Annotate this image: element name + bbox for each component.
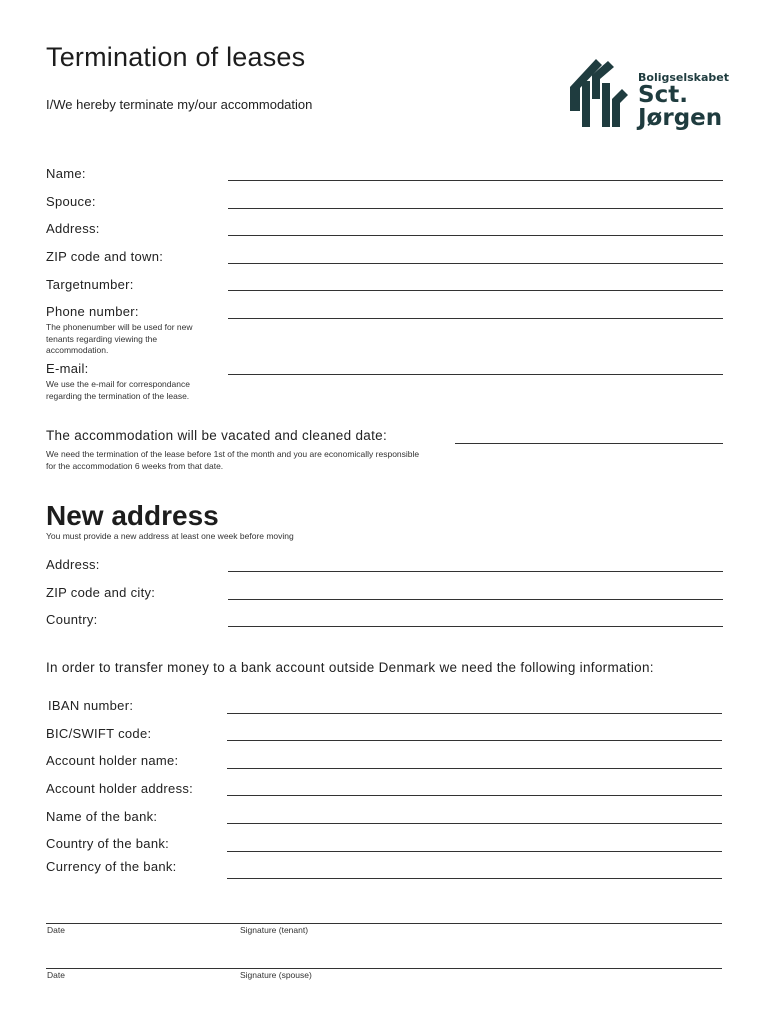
new-address-field[interactable] <box>228 571 723 572</box>
new-country-field[interactable] <box>228 626 723 627</box>
bic-label: BIC/SWIFT code: <box>46 726 152 741</box>
address-field[interactable] <box>228 235 723 236</box>
date-caption-spouse: Date <box>47 970 65 980</box>
target-number-field[interactable] <box>228 290 723 291</box>
new-address-label: Address: <box>46 557 100 572</box>
phone-field[interactable] <box>228 318 723 319</box>
logo-line3: Jørgen <box>638 105 723 131</box>
spouse-field[interactable] <box>228 208 723 209</box>
signature-caption-tenant: Signature (tenant) <box>240 925 309 935</box>
name-field[interactable] <box>228 180 723 181</box>
email-note: We use the e-mail for correspondance regarding the termination of the lease. <box>46 379 190 401</box>
email-field[interactable] <box>228 374 723 375</box>
logo-line2: Sct. <box>638 82 688 108</box>
vacate-note: We need the termination of the lease before 1st of the month and you are economically responsible for the accommodation 6 weeks from that date. <box>46 449 420 471</box>
new-country-label: Country: <box>46 612 98 627</box>
new-zip-city-label: ZIP code and city: <box>46 585 156 600</box>
holder-name-field[interactable] <box>227 768 722 769</box>
vacate-date-field[interactable] <box>455 443 723 444</box>
signature-line-spouse[interactable] <box>46 968 722 969</box>
spouse-label: Spouce: <box>46 194 96 209</box>
new-address-heading: New address <box>46 500 219 531</box>
vacate-label: The accommodation will be vacated and cleaned date: <box>46 428 388 443</box>
iban-label: IBAN number: <box>48 698 134 713</box>
bank-intro: In order to transfer money to a bank account outside Denmark we need the following information: <box>46 660 654 675</box>
bank-name-label: Name of the bank: <box>46 809 158 824</box>
house-logo-icon <box>568 55 634 131</box>
new-zip-city-field[interactable] <box>228 599 723 600</box>
bank-country-field[interactable] <box>227 851 722 852</box>
intro-text: I/We hereby terminate my/our accommodation <box>46 97 313 112</box>
iban-field[interactable] <box>227 713 722 714</box>
date-caption-tenant: Date <box>47 925 65 935</box>
target-number-label: Targetnumber: <box>46 277 134 292</box>
bank-name-field[interactable] <box>227 823 722 824</box>
bank-country-label: Country of the bank: <box>46 836 170 851</box>
bank-currency-field[interactable] <box>227 878 722 879</box>
email-label: E-mail: <box>46 361 89 376</box>
name-label: Name: <box>46 166 86 181</box>
bank-currency-label: Currency of the bank: <box>46 859 177 874</box>
phone-label: Phone number: <box>46 304 139 319</box>
new-address-note: You must provide a new address at least one week before moving <box>46 531 294 541</box>
signature-caption-spouse: Signature (spouse) <box>240 970 312 980</box>
holder-name-label: Account holder name: <box>46 753 179 768</box>
phone-note: The phonenumber will be used for new tenants regarding viewing the accommodation. <box>46 322 193 355</box>
page-title: Termination of leases <box>46 42 306 72</box>
holder-address-label: Account holder address: <box>46 781 194 796</box>
bic-field[interactable] <box>227 740 722 741</box>
holder-address-field[interactable] <box>227 795 722 796</box>
logo-line1: Boligselskabet <box>638 71 730 84</box>
address-label: Address: <box>46 221 100 236</box>
signature-line-tenant[interactable] <box>46 923 722 924</box>
zip-town-label: ZIP code and town: <box>46 249 164 264</box>
zip-town-field[interactable] <box>228 263 723 264</box>
company-logo <box>568 55 728 135</box>
